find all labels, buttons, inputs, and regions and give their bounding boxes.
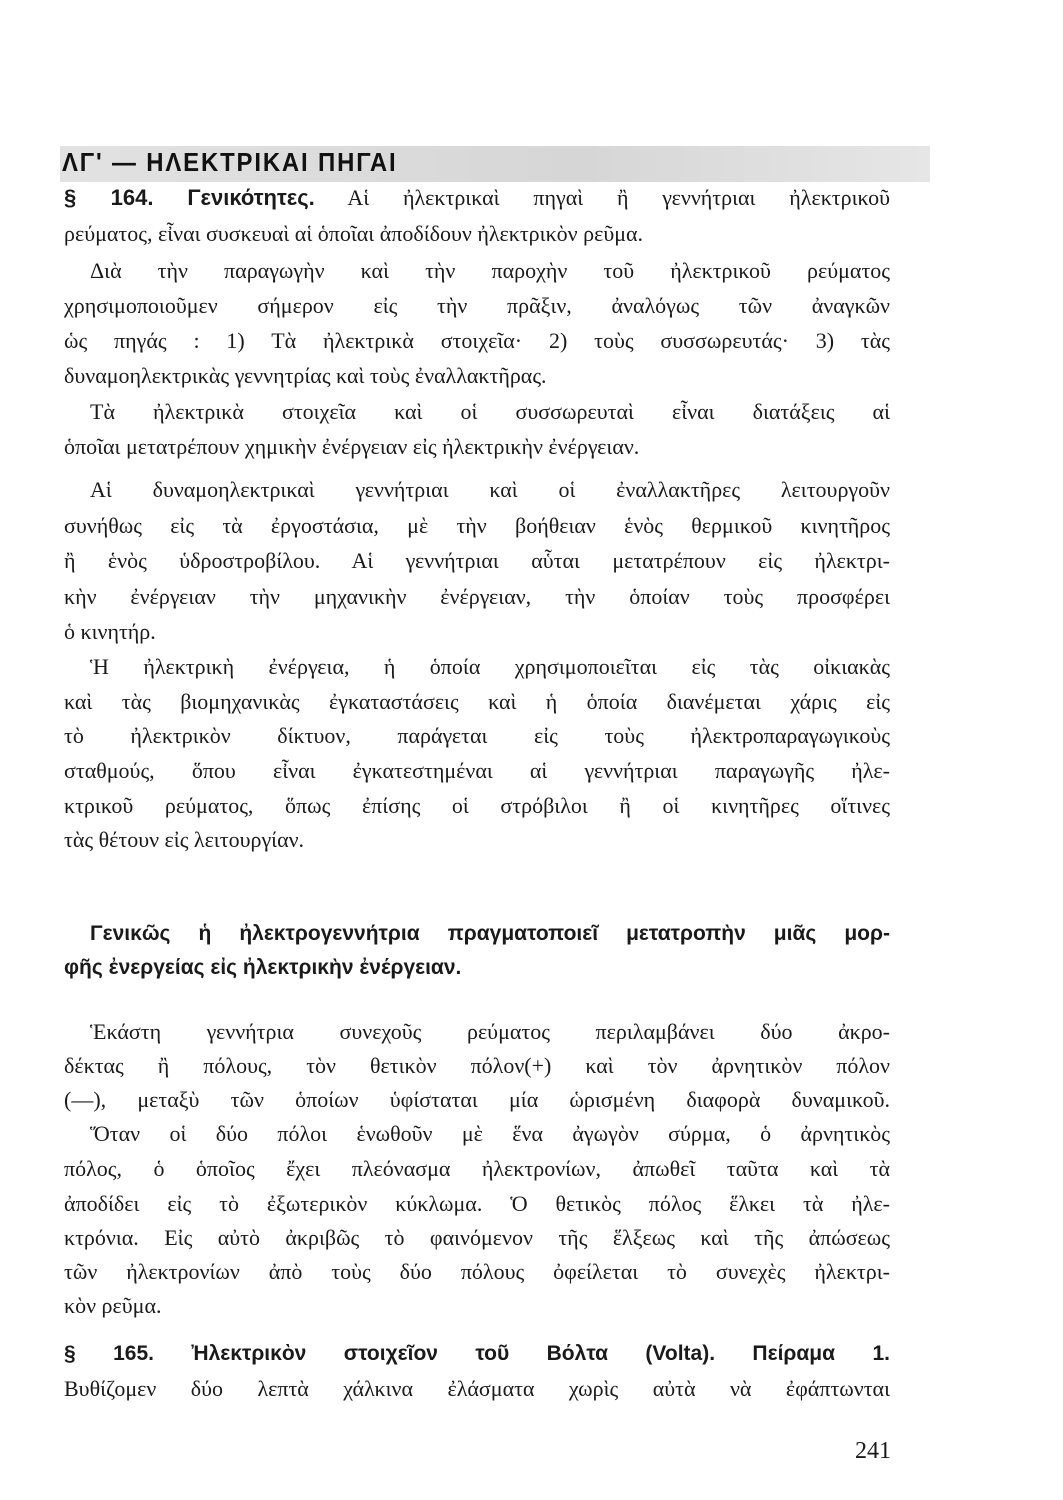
section-text: Αἱ ἠλεκτρικαὶ πηγαὶ ἢ γεννήτριαι ἠλεκτρικοῦ <box>347 185 891 210</box>
text-line: δυναμοηλεκτρικὰς γεννητρίας καὶ τοὺς ἐναλλακτῆρας. <box>64 363 547 388</box>
text-line: κὴν ἐνέργειαν τὴν μηχανικὴν ἐνέργειαν, τὴν ὁποίαν τοὺς προσφέρει <box>64 584 890 609</box>
text-line: δέκτας ἢ πόλους, τὸν θετικὸν πόλον(+) καὶ τὸν ἀρνητικὸν πόλον <box>64 1053 890 1078</box>
text-line: τὸ ἠλεκτρικὸν δίκτυον, παράγεται εἰς τοὺς ἠλεκτροπαραγωγικοὺς <box>64 723 890 748</box>
text-line: Διὰ τὴν παραγωγὴν καὶ τὴν παροχὴν τοῦ ἠλεκτρικοῦ ρεύματος <box>90 258 890 283</box>
page-number: 241 <box>855 1438 891 1464</box>
text-line: τὰς θέτουν εἰς λειτουργίαν. <box>64 827 305 852</box>
text-line: ὡς πηγάς : 1) Τὰ ἠλεκτρικὰ στοιχεῖα· 2) τοὺς συσσωρευτάς· 3) τὰς <box>64 328 890 353</box>
section-number: § 164. <box>64 185 154 210</box>
text-line: Βυθίζομεν δύο λεπτὰ χάλκινα ἐλάσματα χωρὶς αὐτὰ νὰ ἐφάπτωνται <box>64 1376 890 1401</box>
text-line: καὶ τὰς βιομηχανικὰς ἐγκαταστάσεις καὶ ἡ ὁποία διανέμεται χάρις εἰς <box>64 689 890 714</box>
section-heading: Γενικότητες. <box>187 185 315 210</box>
text-line: κτρόνια. Εἰς αὐτὸ ἀκριβῶς τὸ φαινόμενον τῆς ἕλξεως καὶ τῆς ἀπώσεως <box>64 1225 890 1250</box>
text-line: ὁ κινητήρ. <box>64 619 156 644</box>
bold-text-line: φῆς ἐνεργείας εἰς ἠλεκτρικὴν ἐνέργειαν. <box>64 956 462 979</box>
section-164-first-line <box>64 184 890 212</box>
bold-text-line: Γενικῶς ἡ ἠλεκτρογεννήτρια πραγματοποιεῖ μετατροπὴν μιᾶς μορ- <box>90 922 890 945</box>
text-line: ὁποῖαι μετατρέπουν χημικὴν ἐνέργειαν εἰς ἠλεκτρικὴν ἐνέργειαν. <box>64 434 640 459</box>
bold-text-line: § 165. Ἠλεκτρικὸν στοιχεῖον τοῦ Βόλτα (Volta). Πείραμα 1. <box>64 1342 890 1365</box>
text-line: ρεύματος, εἶναι συσκευαὶ αἱ ὁποῖαι ἀποδίδουν ἠλεκτρικὸν ρεῦμα. <box>64 221 644 246</box>
text-line: τῶν ἠλεκτρονίων ἀπὸ τοὺς δύο πόλους ὀφείλεται τὸ συνεχὲς ἠλεκτρι- <box>64 1259 890 1284</box>
text-line: κτρικοῦ ρεύματος, ὅπως ἐπίσης οἱ στρόβιλοι ἢ οἱ κινητῆρες οἵτινες <box>64 793 890 818</box>
text-line: Αἱ δυναμοηλεκτρικαὶ γεννήτριαι καὶ οἱ ἐναλλακτῆρες λειτουργοῦν <box>90 477 890 502</box>
text-line: ἀποδίδει εἰς τὸ ἐξωτερικὸν κύκλωμα. Ὁ θετικὸς πόλος ἕλκει τὰ ἠλε- <box>64 1191 890 1216</box>
text-line: Ὅταν οἱ δύο πόλοι ἑνωθοῦν μὲ ἕνα ἀγωγὸν σύρμα, ὁ ἀρνητικὸς <box>90 1121 890 1146</box>
chapter-title: ΛΓ' — ΗΛΕΚΤΡΙΚΑΙ ΠΗΓΑΙ <box>62 147 398 177</box>
text-line: πόλος, ὁ ὁποῖος ἔχει πλεόνασμα ἠλεκτρονίων, ἀπωθεῖ ταῦτα καὶ τὰ <box>64 1156 890 1181</box>
text-line: Ἑκάστη γεννήτρια συνεχοῦς ρεύματος περιλαμβάνει δύο ἀκρο- <box>90 1019 890 1044</box>
text-line: σταθμούς, ὅπου εἶναι ἐγκατεστημέναι αἱ γεννήτριαι παραγωγῆς ἠλε- <box>64 758 890 783</box>
text-line: Ἡ ἠλεκτρικὴ ἐνέργεια, ἡ ὁποία χρησιμοποιεῖται εἰς τὰς οἰκιακὰς <box>90 654 890 679</box>
text-line: Τὰ ἠλεκτρικὰ στοιχεῖα καὶ οἱ συσσωρευταὶ εἶναι διατάξεις αἱ <box>90 399 890 424</box>
text-line: κὸν ρεῦμα. <box>64 1293 162 1318</box>
text-line: χρησιμοποιοῦμεν σήμερον εἰς τὴν πρᾶξιν, ἀναλόγως τῶν ἀναγκῶν <box>64 293 890 318</box>
text-line: συνήθως εἰς τὰ ἐργοστάσια, μὲ τὴν βοήθειαν ἑνὸς θερμικοῦ κινητῆρος <box>64 513 890 538</box>
text-line: ἢ ἑνὸς ὑδροστροβίλου. Αἱ γεννήτριαι αὗται μετατρέπουν εἰς ἠλεκτρι- <box>64 548 890 573</box>
text-line: (—), μεταξὺ τῶν ὁποίων ὑφίσταται μία ὡρισμένη διαφορὰ δυναμικοῦ. <box>64 1087 890 1112</box>
